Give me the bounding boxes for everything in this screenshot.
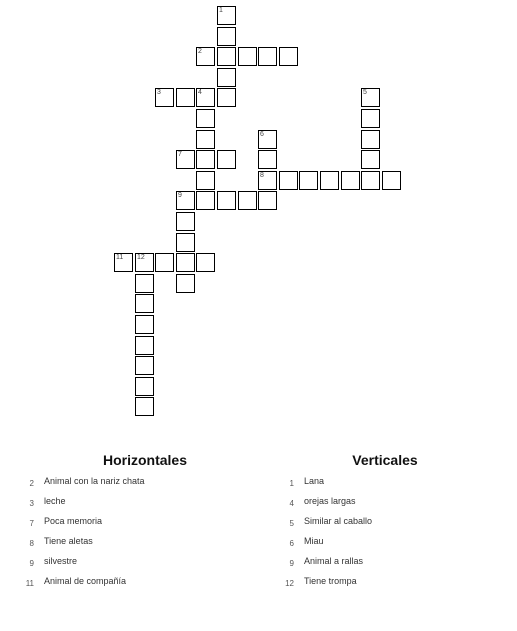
cell-number: 9 bbox=[178, 192, 182, 199]
crossword-cell[interactable] bbox=[217, 88, 236, 107]
crossword-cell[interactable] bbox=[258, 171, 277, 190]
vertical-clue-list bbox=[280, 474, 490, 594]
clue-text: silvestre bbox=[44, 556, 78, 566]
clue-number: 12 bbox=[285, 579, 294, 588]
clue-item bbox=[280, 474, 490, 494]
crossword-cell[interactable] bbox=[238, 47, 257, 66]
clue-text: Miau bbox=[304, 536, 324, 546]
crossword-cell[interactable] bbox=[217, 27, 236, 46]
clue-number: 6 bbox=[289, 539, 294, 548]
crossword-cell[interactable] bbox=[176, 233, 195, 252]
crossword-cell[interactable] bbox=[196, 253, 215, 272]
crossword-cell[interactable] bbox=[258, 191, 277, 210]
crossword-cell[interactable] bbox=[217, 47, 236, 66]
crossword-cell[interactable] bbox=[258, 150, 277, 169]
vertical-clues bbox=[280, 452, 490, 594]
crossword-cell[interactable] bbox=[258, 130, 277, 149]
cell-number: 2 bbox=[198, 48, 202, 55]
clue-text: Similar al caballo bbox=[304, 516, 373, 526]
clue-item bbox=[280, 554, 490, 574]
clue-number: 4 bbox=[289, 499, 294, 508]
crossword-cell[interactable] bbox=[176, 212, 195, 231]
clue-number: 7 bbox=[29, 519, 34, 528]
crossword-cell[interactable] bbox=[217, 150, 236, 169]
crossword-cell[interactable] bbox=[279, 47, 298, 66]
crossword-cell[interactable] bbox=[196, 109, 215, 128]
crossword-cell[interactable] bbox=[320, 171, 339, 190]
crossword-cell[interactable] bbox=[361, 88, 380, 107]
crossword-cell[interactable] bbox=[382, 171, 401, 190]
clue-item bbox=[280, 574, 490, 594]
crossword-cell[interactable] bbox=[196, 171, 215, 190]
crossword-cell[interactable] bbox=[258, 47, 277, 66]
crossword-cell[interactable] bbox=[135, 377, 154, 396]
clue-item bbox=[20, 474, 270, 494]
crossword-cell[interactable] bbox=[155, 88, 174, 107]
crossword-cell[interactable] bbox=[217, 68, 236, 87]
cell-number: 4 bbox=[198, 89, 202, 96]
horizontal-clue-list bbox=[20, 474, 270, 594]
crossword-cell[interactable] bbox=[361, 150, 380, 169]
cell-number: 1 bbox=[219, 7, 223, 14]
cell-number: 8 bbox=[260, 172, 264, 179]
clue-item bbox=[20, 514, 270, 534]
clue-number: 9 bbox=[29, 559, 34, 568]
cell-number: 3 bbox=[157, 89, 161, 96]
crossword-cell[interactable] bbox=[135, 294, 154, 313]
clue-number: 2 bbox=[29, 479, 34, 488]
clue-text: Tiene trompa bbox=[304, 576, 357, 586]
vertical-clues-title: Verticales bbox=[352, 452, 418, 468]
crossword-cell[interactable] bbox=[196, 150, 215, 169]
crossword-cell[interactable] bbox=[176, 150, 195, 169]
clue-text: orejas largas bbox=[304, 496, 356, 506]
crossword-cell[interactable] bbox=[176, 253, 195, 272]
crossword-cell[interactable] bbox=[217, 191, 236, 210]
cell-number: 12 bbox=[137, 254, 145, 261]
clue-number: 5 bbox=[289, 519, 294, 528]
crossword-cell[interactable] bbox=[135, 336, 154, 355]
clue-item bbox=[20, 534, 270, 554]
cell-number: 7 bbox=[178, 151, 182, 158]
crossword-cell[interactable] bbox=[361, 171, 380, 190]
clue-text: Tiene aletas bbox=[44, 536, 93, 546]
clue-item bbox=[280, 494, 490, 514]
crossword-cell[interactable] bbox=[238, 191, 257, 210]
clue-text: Animal a rallas bbox=[304, 556, 364, 566]
crossword-cell[interactable] bbox=[135, 397, 154, 416]
crossword-cell[interactable] bbox=[299, 171, 318, 190]
clue-number: 1 bbox=[289, 479, 294, 488]
crossword-cell[interactable] bbox=[196, 88, 215, 107]
crossword-cell[interactable] bbox=[135, 253, 154, 272]
crossword-cell[interactable] bbox=[176, 191, 195, 210]
clue-number: 11 bbox=[25, 579, 34, 588]
cell-number: 5 bbox=[363, 89, 367, 96]
clue-item bbox=[20, 574, 270, 594]
clue-text: Lana bbox=[304, 476, 325, 486]
crossword-cell[interactable] bbox=[279, 171, 298, 190]
crossword-cell[interactable] bbox=[196, 47, 215, 66]
crossword-cell[interactable] bbox=[135, 274, 154, 293]
crossword-cell[interactable] bbox=[341, 171, 360, 190]
clue-text: Poca memoria bbox=[44, 516, 103, 526]
crossword-cell[interactable] bbox=[196, 130, 215, 149]
clue-item bbox=[20, 554, 270, 574]
crossword-cell[interactable] bbox=[361, 130, 380, 149]
crossword-cell[interactable] bbox=[135, 356, 154, 375]
clue-text: Animal de compañía bbox=[44, 576, 127, 586]
clue-item bbox=[280, 514, 490, 534]
crossword-cell[interactable] bbox=[361, 109, 380, 128]
crossword-cell[interactable] bbox=[135, 315, 154, 334]
clue-number: 8 bbox=[29, 539, 34, 548]
clue-text: Animal con la nariz chata bbox=[44, 476, 145, 486]
cell-number: 11 bbox=[116, 254, 124, 261]
crossword-cell[interactable] bbox=[217, 6, 236, 25]
clue-number: 3 bbox=[29, 499, 34, 508]
crossword-cell[interactable] bbox=[176, 88, 195, 107]
cell-number: 6 bbox=[260, 131, 264, 138]
clue-item bbox=[20, 494, 270, 514]
horizontal-clues-title: Horizontales bbox=[102, 452, 187, 468]
clue-text: leche bbox=[44, 496, 66, 506]
crossword-cell[interactable] bbox=[176, 274, 195, 293]
crossword-cell[interactable] bbox=[155, 253, 174, 272]
clue-number: 9 bbox=[289, 559, 294, 568]
crossword-cell[interactable] bbox=[196, 191, 215, 210]
crossword-cell[interactable] bbox=[114, 253, 133, 272]
clue-item bbox=[280, 534, 490, 554]
horizontal-clues bbox=[20, 452, 270, 594]
